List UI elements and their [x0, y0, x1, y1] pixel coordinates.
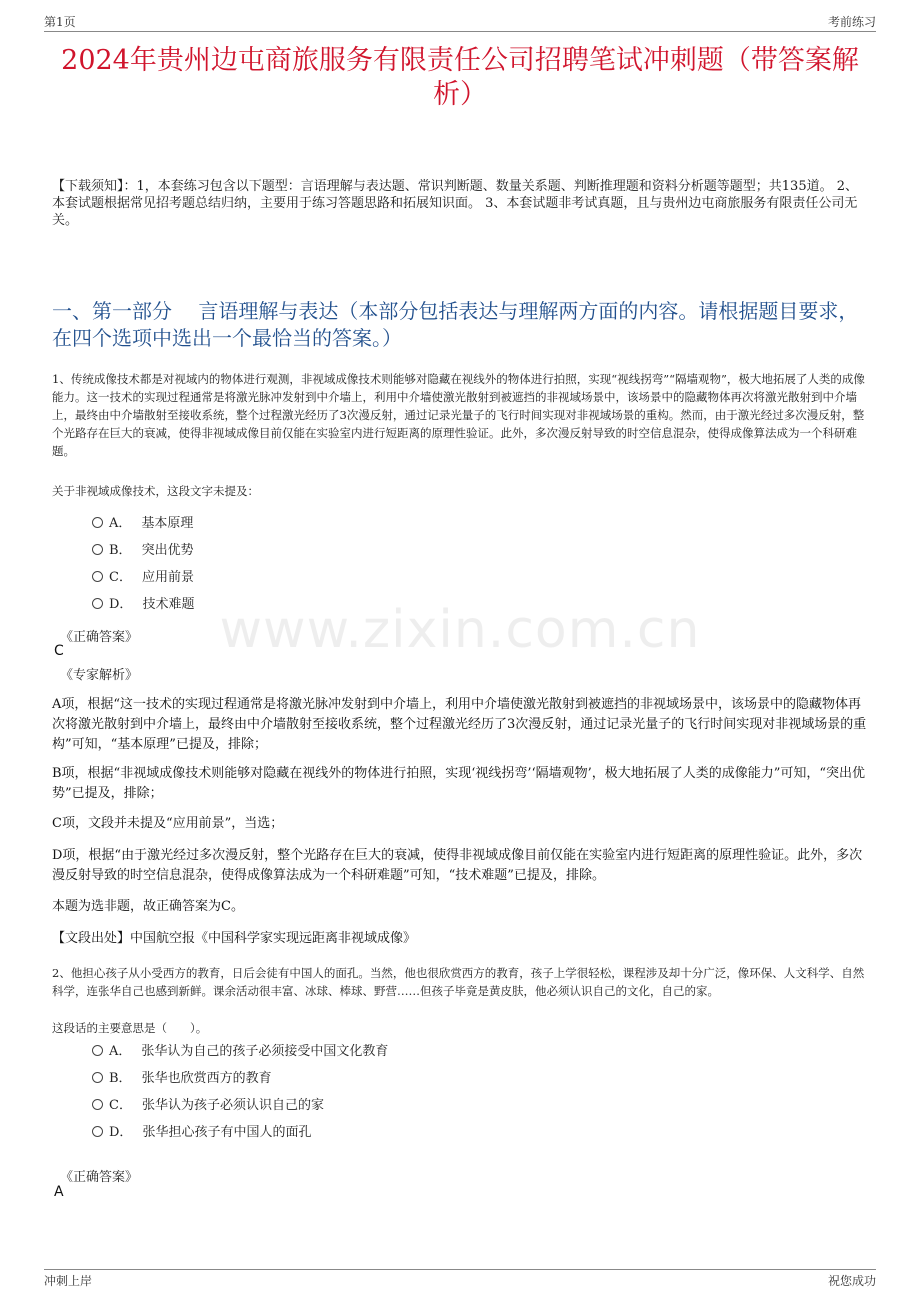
question-1-option-a[interactable]: A． 基本原理: [92, 514, 193, 534]
document-title: 2024年贵州边屯商旅服务有限责任公司招聘笔试冲刺题（带答案解析）: [61, 45, 859, 110]
page-header: [44, 13, 876, 31]
question-1-option-b[interactable]: B． 突出优势: [92, 541, 194, 561]
analysis-conclusion: 本题为选非题，故正确答案为C。: [52, 899, 244, 914]
question-2-prompt: 这段话的主要意思是（ ）。: [52, 1021, 208, 1035]
watermark: www.zixin.com.cn: [219, 600, 701, 660]
header-divider: [44, 31, 876, 32]
radio-icon[interactable]: [92, 598, 103, 609]
radio-icon[interactable]: [92, 1099, 103, 1110]
analysis-paragraph: B项，根据“非视域成像技术则能够对隐藏在视线外的物体进行拍照，实现‘视线拐弯’‘隔墙观物’，极大地拓展了人类的成像能力”可知，“突出优势”已提及，排除；: [52, 766, 866, 801]
radio-icon[interactable]: [92, 1045, 103, 1056]
analysis-paragraph: A项，根据“这一技术的实现过程通常是将激光脉冲发射到中介墙上，利用中介墙使激光散射到被遮挡的非视域场景中，该场景中的隐藏物体再次将激光散射到中介墙上，最终由中介墙散射至接收系统，整个过程激光经历了3次漫反射，通过记录光量子的飞行时间实现对非视域场景的重构”可知，“基本原理”已提及，排除；: [52, 697, 867, 752]
question-1-option-d[interactable]: D． 技术难题: [92, 595, 194, 615]
page-number: 第1页: [44, 15, 76, 29]
question-1-prompt: 关于非视域成像技术，这段文字未提及：: [52, 484, 259, 498]
analysis-paragraph: C项，文段并未提及“应用前景”，当选；: [52, 816, 284, 831]
question-2-option-d[interactable]: D． 张华担心孩子有中国人的面孔: [92, 1123, 311, 1143]
question-2-option-a[interactable]: A． 张华认为自己的孩子必须接受中国文化教育: [92, 1042, 388, 1062]
footer-left-text: 冲刺上岸: [44, 1274, 93, 1288]
question-2-option-b[interactable]: B． 张华也欣赏西方的教育: [92, 1069, 272, 1089]
radio-icon[interactable]: [92, 571, 103, 582]
question-2-passage: 2、他担心孩子从小受西方的教育，日后会徒有中国人的面孔。当然，他也很欣赏西方的教育，孩子上学很轻松，课程涉及却十分广泛，像环保、人文科学、自然科学，连张华自己也感到新鲜。课余活动很丰富、冰球、棒球、野营……但孩子毕竟是黄皮肤，他必须认识自己的文化，自己的家。: [52, 966, 865, 998]
radio-icon[interactable]: [92, 517, 103, 528]
header-tag: 考前练习: [827, 15, 876, 29]
answer-value: C: [54, 643, 64, 659]
answer-value: A: [54, 1184, 64, 1200]
radio-icon[interactable]: [92, 544, 103, 555]
question-2-option-c[interactable]: C． 张华认为孩子必须认识自己的家: [92, 1096, 324, 1116]
analysis-label: 《专家解析》: [60, 668, 139, 683]
section-heading: 一、第一部分 言语理解与表达（本部分包括表达与理解两方面的内容。请根据题目要求，在四个选项中选出一个最恰当的答案。）: [52, 299, 859, 350]
footer-divider: [44, 1269, 876, 1270]
answer-label: 《正确答案》: [60, 1170, 139, 1185]
radio-icon[interactable]: [92, 1072, 103, 1083]
radio-icon[interactable]: [92, 1126, 103, 1137]
analysis-paragraph: D项，根据“由于激光经过多次漫反射，整个光路存在巨大的衰减，使得非视域成像目前仅能在实验室内进行短距离的原理性验证。此外，多次漫反射导致的时空信息混杂，使得成像算法成为一个科研难题”可知，“技术难题”已提及，排除。: [52, 848, 863, 883]
answer-label: 《正确答案》: [60, 630, 139, 645]
passage-source: 【文段出处】中国航空报《中国科学家实现远距离非视域成像》: [52, 931, 417, 946]
question-1-option-c[interactable]: C． 应用前景: [92, 568, 194, 588]
download-notice: 【下载须知】：1，本套练习包含以下题型：言语理解与表达题、常识判断题、数量关系题、判断推理题和资料分析题等题型；共135道。 2、本套试题根据常见招考题总结归纳，主要用于练习答题思路和拓展知识面。 3、本套试题非考试真题，且与贵州边屯商旅服务有限责任公司无关。: [52, 179, 858, 228]
footer-right-text: 祝您成功: [827, 1274, 876, 1288]
page-footer: [44, 1272, 876, 1290]
question-1-passage: 1、传统成像技术都是对视域内的物体进行观测，非视域成像技术则能够对隐藏在视线外的物体进行拍照，实现“视线拐弯”“隔墙观物”，极大地拓展了人类的成像能力。这一技术的实现过程通常是将激光脉冲发射到中介墙上，利用中介墙使激光散射到被遮挡的非视域场景中，该场景中的隐藏物体再次将激光散射到中介墙上，最终由中介墙散射至接收系统，整个过程激光经历了3次漫反射，通过记录光量子的飞行时间实现对非视域场景的重构。然而，由于激光经过多次漫反射，整个光路存在巨大的衰减，使得非视域成像目前仅能在实验室内进行短距离的原理性验证。此外，多次漫反射导致的时空信息混杂，使得成像算法成为一个科研难题。: [52, 372, 865, 458]
